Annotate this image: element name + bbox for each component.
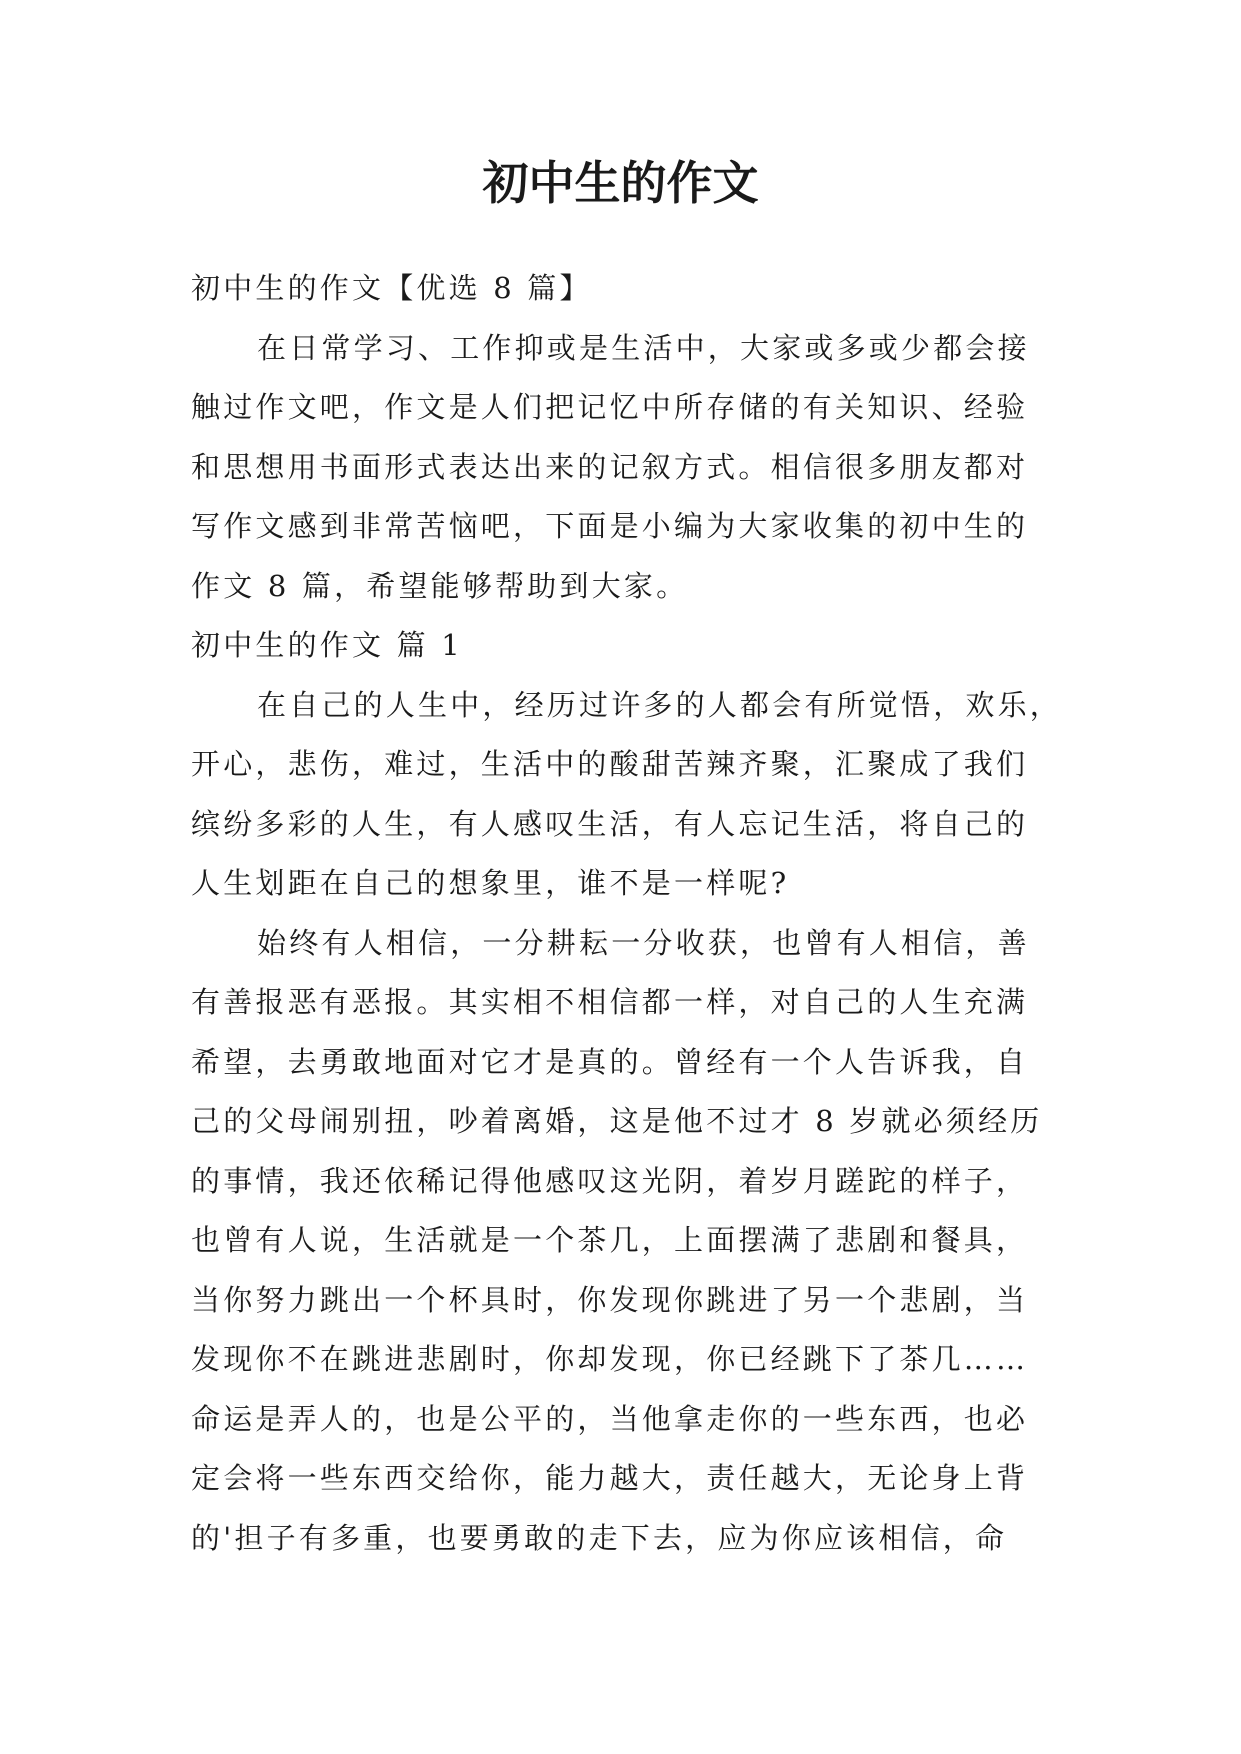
body-line: 的'担子有多重，也要勇敢的走下去，应为你应该相信，命 [191, 1520, 1008, 1555]
body-line: 开心，悲伤，难过，生活中的酸甜苦辣齐聚，汇聚成了我们 [191, 747, 1029, 781]
body-line: 和思想用书面形式表达出来的记叙方式。相信很多朋友都对 [191, 449, 1029, 484]
body-line: 的事情，我还依稀记得他感叹这光阴，着岁月蹉跎的样子， [191, 1163, 1029, 1198]
body-line: 己的父母闹别扭，吵着离婚，这是他不过才 8 岁就必须经历 [191, 1104, 1043, 1138]
body-line: 人生划距在自己的想象里，谁不是一样呢? [191, 866, 790, 900]
document-body [191, 259, 1063, 1568]
body-line: 在日常学习、工作抑或是生活中，大家或多或少都会接 [257, 330, 1030, 365]
body-line: 初中生的作文【优选 8 篇】 [191, 271, 592, 305]
body-line: 作文 8 篇，希望能够帮助到大家。 [191, 568, 689, 603]
body-line: 触过作文吧，作文是人们把记忆中所存储的有关知识、经验 [191, 390, 1029, 424]
body-line: 发现你不在跳进悲剧时，你却发现，你已经跳下了茶几…… [191, 1342, 1029, 1376]
body-line: 初中生的作文 篇 1 [191, 628, 463, 662]
body-line: 缤纷多彩的人生，有人感叹生活，有人忘记生活，将自己的 [191, 806, 1029, 841]
body-line: 始终有人相信，一分耕耘一分收获，也曾有人相信，善 [257, 925, 1030, 960]
body-line: 当你努力跳出一个杯具时，你发现你跳进了另一个悲剧，当 [191, 1282, 1029, 1317]
body-line: 有善报恶有恶报。其实相不相信都一样，对自己的人生充满 [191, 985, 1029, 1019]
body-line: 命运是弄人的，也是公平的，当他拿走你的一些东西，也必 [191, 1401, 1029, 1436]
body-line: 也曾有人说，生活就是一个茶几，上面摆满了悲剧和餐具， [191, 1223, 1029, 1257]
body-line: 定会将一些东西交给你，能力越大，责任越大，无论身上背 [191, 1461, 1029, 1495]
page-title: 初中生的作文 [482, 156, 759, 210]
body-line: 希望，去勇敢地面对它才是真的。曾经有一个人告诉我，自 [191, 1044, 1029, 1079]
body-line: 写作文感到非常苦恼吧，下面是小编为大家收集的初中生的 [191, 509, 1029, 543]
body-line: 在自己的人生中，经历过许多的人都会有所觉悟，欢乐， [257, 687, 1063, 722]
